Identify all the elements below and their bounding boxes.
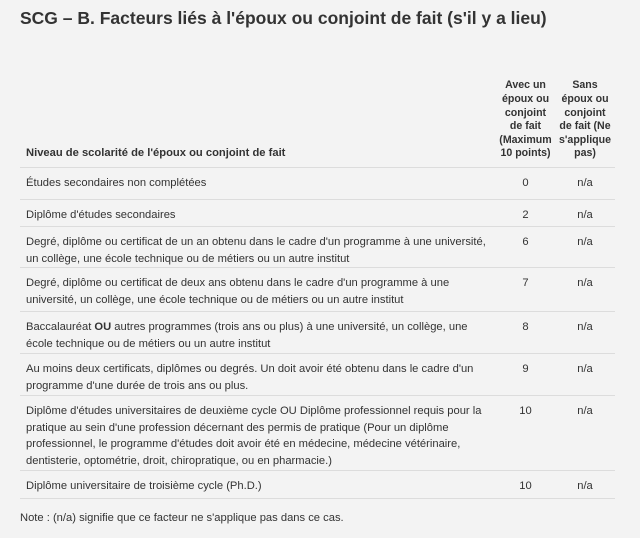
table-row	[20, 470, 615, 498]
footnote: Note : (n/a) signifie que ce facteur ne s'applique pas dans ce cas.	[20, 512, 344, 524]
table-row	[20, 200, 615, 227]
points-with-spouse-cell: 0	[496, 168, 555, 200]
points-with-spouse-cell: 10	[496, 470, 555, 498]
points-table	[20, 37, 615, 499]
table-row	[20, 396, 615, 470]
table-header-row	[20, 37, 615, 168]
points-without-spouse-cell: n/a	[555, 470, 615, 498]
points-without-spouse-cell: n/a	[555, 312, 615, 354]
points-without-spouse-cell: n/a	[555, 354, 615, 396]
points-without-spouse-cell: n/a	[555, 168, 615, 200]
points-with-spouse-cell: 10	[496, 396, 555, 470]
points-without-spouse-cell: n/a	[555, 268, 615, 312]
education-level-cell: Diplôme d'études secondaires	[20, 200, 496, 227]
table-row	[20, 227, 615, 268]
points-without-spouse-cell: n/a	[555, 200, 615, 227]
points-with-spouse-cell: 2	[496, 200, 555, 227]
table-row	[20, 168, 615, 200]
education-level-emphasis: OU	[94, 321, 112, 334]
points-with-spouse-cell: 9	[496, 354, 555, 396]
education-level-text: autres programmes (trois ans ou plus) à une université, un collège, une école technique ou de métiers ou un autre institut	[26, 321, 468, 350]
table-row	[20, 268, 615, 312]
points-with-spouse-cell: 7	[496, 268, 555, 312]
education-level-cell: Diplôme d'études universitaires de deuxième cycle OU Diplôme professionnel requis pour la pratique au sein d'une profession décernant des permis de pratique (Pour un diplôme professionnel, le programme d'études doit avoir été en médecine, médecine vétérinaire, dentisterie, optométrie, droit, chiropratique, ou en pharmacie.)	[20, 396, 496, 470]
education-level-cell: Études secondaires non complétées	[20, 168, 496, 200]
header-without-spouse: Sans époux ou conjoint de fait (Ne s'applique pas)	[555, 37, 615, 168]
header-with-spouse: Avec un époux ou conjoint de fait (Maximum 10 points)	[496, 37, 555, 168]
table-row	[20, 354, 615, 396]
education-level-cell: Degré, diplôme ou certificat de un an obtenu dans le cadre d'un programme à une université, un collège, une école technique ou de métiers ou un autre institut	[20, 227, 496, 268]
education-level-text: Baccalauréat	[26, 321, 95, 334]
table-row	[20, 312, 615, 354]
education-level-cell: Diplôme universitaire de troisième cycle (Ph.D.)	[20, 470, 496, 498]
education-level-cell: Degré, diplôme ou certificat de deux ans obtenu dans le cadre d'un programme à une université, un collège, une école technique ou de métiers ou un autre institut	[20, 268, 496, 312]
education-level-cell: Au moins deux certificats, diplômes ou degrés. Un doit avoir été obtenu dans le cadre d'un programme d'une durée de trois ans ou plus.	[20, 354, 496, 396]
header-education-level: Niveau de scolarité de l'époux ou conjoint de fait	[20, 37, 496, 168]
education-level-cell	[20, 312, 496, 354]
points-without-spouse-cell: n/a	[555, 227, 615, 268]
points-with-spouse-cell: 6	[496, 227, 555, 268]
points-without-spouse-cell: n/a	[555, 396, 615, 470]
points-with-spouse-cell: 8	[496, 312, 555, 354]
page-title: SCG – B. Facteurs liés à l'époux ou conjoint de fait (s'il y a lieu)	[20, 8, 547, 28]
